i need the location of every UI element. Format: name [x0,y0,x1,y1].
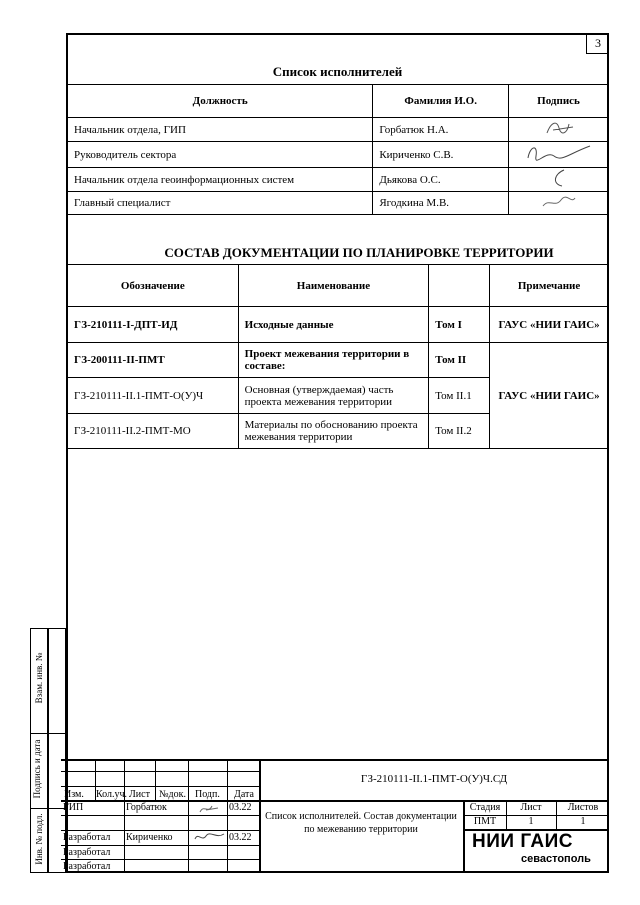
signature-icon [196,802,222,815]
col-header: №док. [159,789,186,800]
executor-name: Горбатюк Н.А. [373,118,509,142]
col-header: Кол.уч. [96,789,128,800]
tb-role: Разработал [63,861,111,872]
executors-table [67,84,609,215]
tb-line [61,815,259,816]
docs-table [67,264,609,449]
tb-role: ГИП [63,802,84,813]
doc-code-title: ГЗ-210111-II.1-ПМТ-О(У)Ч.СД [360,773,508,785]
tb-line [61,830,259,831]
tb-role: Разработал [63,847,111,858]
executor-name: Ягодкина М.В. [373,192,509,215]
doc-code: ГЗ-210111-II.1-ПМТ-О(У)Ч [68,378,239,414]
tb-line [61,845,259,846]
executor-name: Дьякова О.С. [373,168,509,192]
doc-note: ГАУС «НИИ ГАИС» [490,307,609,343]
signature-icon [539,118,579,138]
sheets-label: Листов [567,802,599,813]
doc-name: Проект межевания территории в составе: [238,343,429,378]
doc-volume: Том II.1 [429,378,490,414]
col-header: Лист [129,789,150,800]
doc-note: ГАУС «НИИ ГАИС» [490,343,609,449]
executors-title: Список исполнителей [272,64,403,79]
executor-position: Начальник отдела геоинформационных систем [68,168,373,192]
org-logo: НИИ ГАИС [472,831,573,852]
stage-label: Стадия [469,802,501,813]
page-number: 3 [586,33,609,54]
col-header: Изм. [64,789,84,800]
tb-vline [124,759,125,873]
header-code: Обозначение [68,265,239,307]
executor-position: Начальник отдела, ГИП [68,118,373,142]
executor-position: Руководитель сектора [68,142,373,168]
col-header: Дата [234,789,254,800]
doc-volume: Том II [429,343,490,378]
sheet-description: Список исполнителей. Состав документации по межеванию территории [265,811,457,835]
header-note: Примечание [490,265,609,307]
margin-label-inv: Инв. № подл. [34,813,44,865]
margin-label-podp: Подпись и дата [32,739,42,799]
signature-icon [544,168,574,188]
signature-cell [509,118,609,142]
tb-role: Разработал [63,832,111,843]
sheets-value: 1 [580,816,586,827]
signature-icon [192,830,226,843]
tb-line [61,859,259,860]
doc-code: ГЗ-200111-II-ПМТ [68,343,239,378]
signature-cell [509,192,609,215]
tb-line [61,786,259,787]
doc-code: ГЗ-210111-II.2-ПМТ-МО [68,414,239,449]
tb-vline [155,759,156,800]
margin-label-vzam: Взам. инв. № [34,652,44,704]
tb-name: Кириченко [126,832,173,843]
header-name: Фамилия И.О. [373,85,509,118]
signature-icon [524,142,594,164]
doc-volume: Том I [429,307,490,343]
stage-value: ПМТ [473,816,497,827]
tb-vline [227,759,228,873]
col-header: Подп. [195,789,220,800]
signature-cell [509,142,609,168]
header-position: Должность [68,85,373,118]
header-doc-name: Наименование [238,265,429,307]
sheet-value: 1 [528,816,534,827]
org-city: севастополь [521,853,591,865]
sheet-label: Лист [520,802,542,813]
doc-name: Материалы по обоснованию проекта межевания территории [238,414,429,449]
doc-volume: Том II.2 [429,414,490,449]
header-volume [429,265,490,307]
signature-icon [539,194,579,210]
signature-cell [509,168,609,192]
tb-line [61,771,259,772]
executor-position: Главный специалист [68,192,373,215]
doc-code: ГЗ-210111-I-ДПТ-ИД [68,307,239,343]
docs-title: СОСТАВ ДОКУМЕНТАЦИИ ПО ПЛАНИРОВКЕ ТЕРРИТОРИИ [164,245,554,260]
tb-name: Горбатюк [126,802,167,813]
header-signature: Подпись [509,85,609,118]
tb-date: 03.22 [229,832,252,843]
executor-name: Кириченко С.В. [373,142,509,168]
tb-vline [188,759,189,873]
doc-name: Исходные данные [238,307,429,343]
doc-name: Основная (утверждаемая) часть проекта межевания территории [238,378,429,414]
tb-date: 03.22 [229,802,252,813]
